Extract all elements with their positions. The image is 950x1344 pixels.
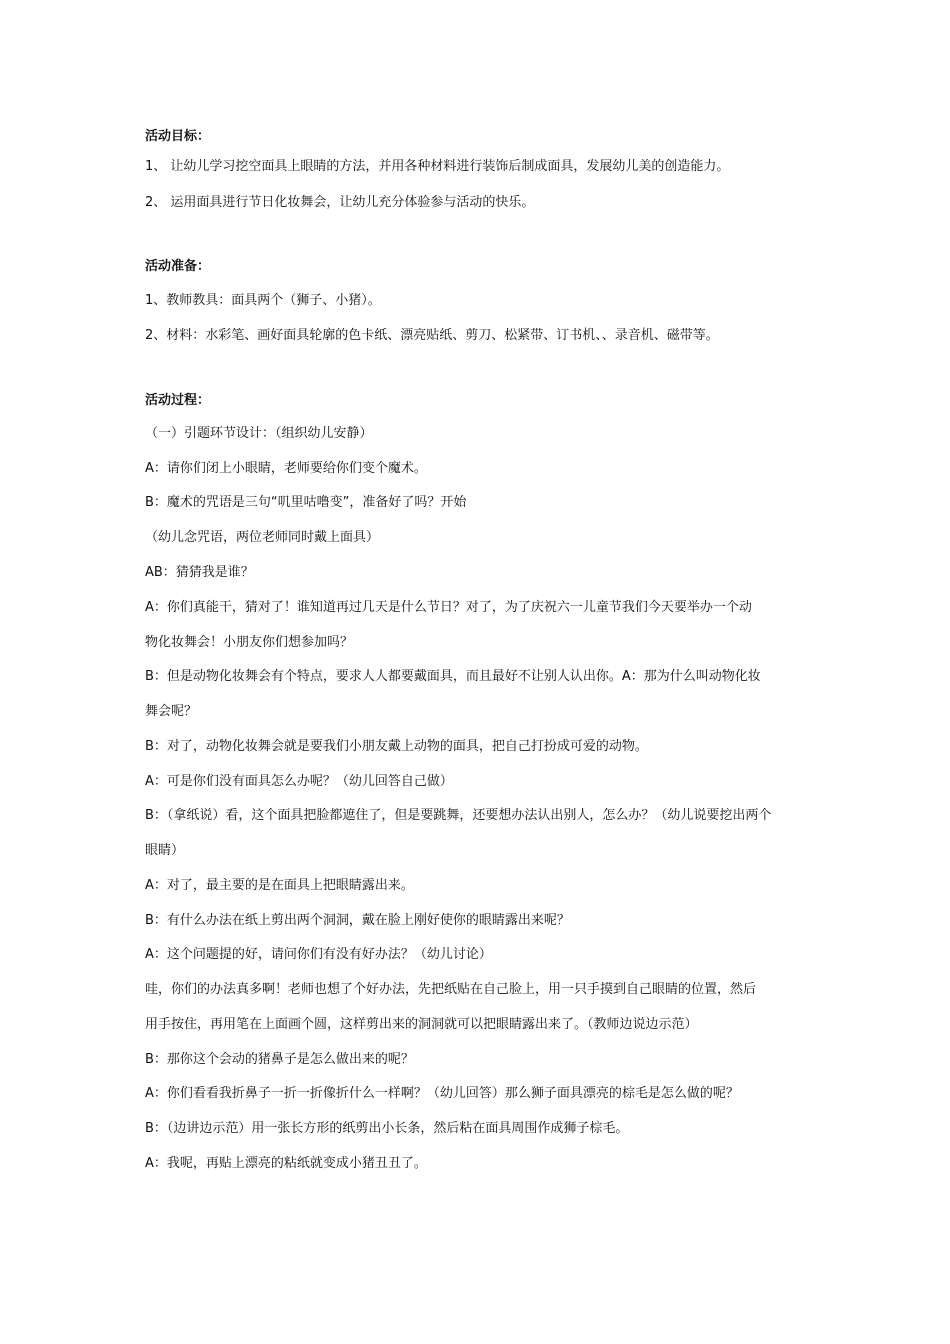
process-line: A：这个问题提的好，请问你们有没有好办法？（幼儿讨论） — [145, 947, 492, 962]
prep-heading: 活动准备： — [145, 259, 211, 274]
process-line: A：你们看看我折鼻子一折一折像折什么一样啊？（幼儿回答）那么狮子面具漂亮的棕毛是怎么做的呢？ — [145, 1086, 739, 1101]
goal-item: 1、 让幼儿学习挖空面具上眼睛的方法，并用各种材料进行装饰后制成面具，发展幼儿美的创造能力。 — [145, 159, 730, 174]
process-line: 物化妆舞会！小朋友你们想参加吗？ — [145, 635, 354, 650]
goals-heading: 活动目标： — [145, 129, 211, 144]
prep-item: 1、教师教具：面具两个（狮子、小猪）。 — [145, 293, 381, 308]
process-line: B：但是动物化妆舞会有个特点，要求人人都要戴面具，而且最好不让别人认出你。A：那为什么叫动物化妆 — [145, 669, 761, 684]
process-line: （幼儿念咒语，两位老师同时戴上面具） — [145, 530, 380, 545]
process-line: B：对了，动物化妆舞会就是要我们小朋友戴上动物的面具，把自己打扮成可爱的动物。 — [145, 739, 648, 754]
process-line: （一）引题环节设计：（组织幼儿安静） — [145, 426, 373, 441]
process-line: B：有什么办法在纸上剪出两个洞洞，戴在脸上刚好使你的眼睛露出来呢？ — [145, 913, 570, 928]
process-line: 舞会呢？ — [145, 704, 198, 719]
process-line: B：那你这个会动的猪鼻子是怎么做出来的呢？ — [145, 1052, 414, 1067]
process-line: B：（边讲边示范）用一张长方形的纸剪出小长条，然后粘在面具周围作成狮子棕毛。 — [145, 1121, 629, 1136]
process-line: B：（拿纸说）看，这个面具把脸都遮住了，但是要跳舞，还要想办法认出别人，怎么办？（幼儿说要挖出两个 — [145, 808, 772, 823]
process-line: AB：猜猜我是谁？ — [145, 565, 254, 580]
process-line: A：请你们闭上小眼睛，老师要给你们变个魔术。 — [145, 461, 427, 476]
process-line: A：我呢，再贴上漂亮的粘纸就变成小猪丑丑了。 — [145, 1156, 427, 1171]
process-line: B：魔术的咒语是三句“叽里咕噜变”，准备好了吗？开始 — [145, 495, 467, 510]
process-line: 哇，你们的办法真多啊！老师也想了个好办法，先把纸贴在自己脸上，用一只手摸到自己眼睛的位置，然后 — [145, 982, 757, 997]
goal-item: 2、 运用面具进行节日化妆舞会，让幼儿充分体验参与活动的快乐。 — [145, 195, 535, 210]
prep-item: 2、材料：水彩笔、画好面具轮廓的色卡纸、漂亮贴纸、剪刀、松紧带、订书机、、录音机、磁带等。 — [145, 328, 719, 343]
process-line: 用手按住，再用笔在上面画个圆，这样剪出来的洞洞就可以把眼睛露出来了。（教师边说边示范） — [145, 1017, 698, 1032]
process-line: A：可是你们没有面具怎么办呢？（幼儿回答自己做） — [145, 774, 453, 789]
process-line: 眼睛） — [145, 843, 185, 858]
process-heading: 活动过程： — [145, 393, 211, 408]
process-line: A：你们真能干，猜对了！谁知道再过几天是什么节日？对了，为了庆祝六一儿童节我们今天要举办一个动 — [145, 600, 752, 615]
process-line: A：对了，最主要的是在面具上把眼睛露出来。 — [145, 878, 414, 893]
